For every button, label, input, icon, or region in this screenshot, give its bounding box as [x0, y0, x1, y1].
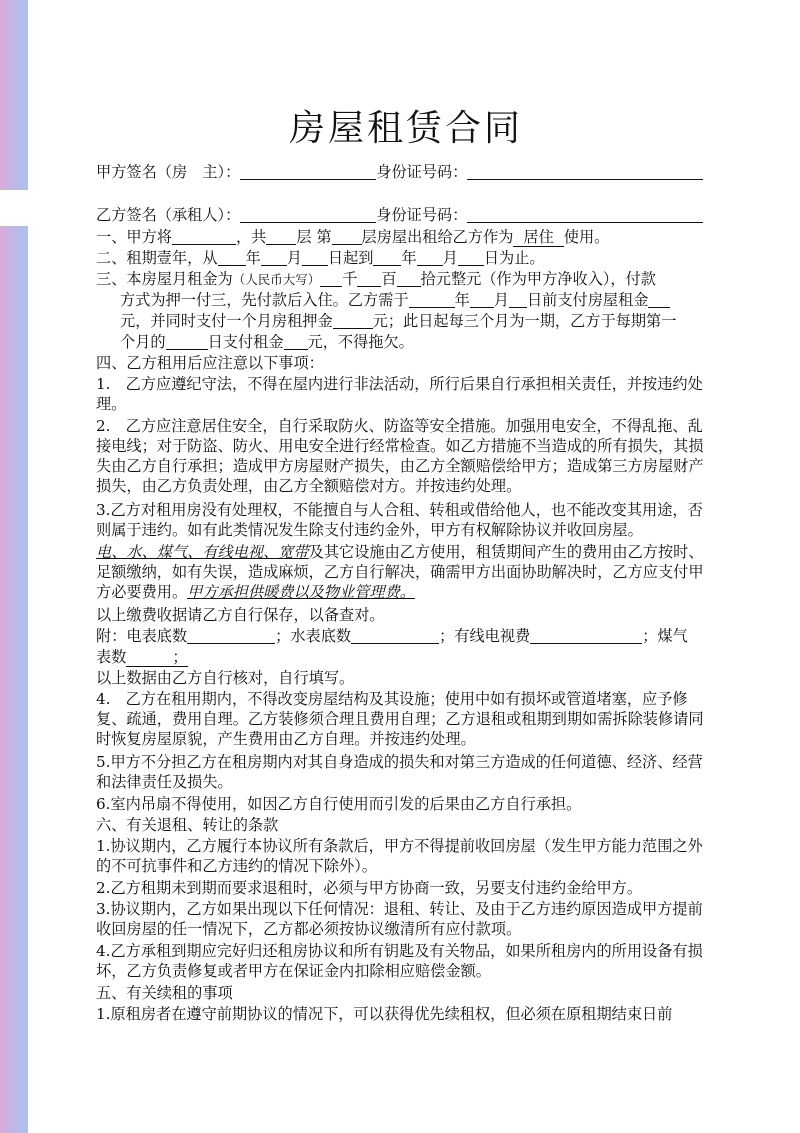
self-check-note: 以上数据由乙方自行核对，自行填写。 [96, 669, 355, 687]
clause-2: 二、租期壹年，从 年 月 日起到 年 月 日为止。 [96, 249, 545, 267]
blank-field[interactable] [187, 627, 275, 644]
blank-field[interactable] [172, 228, 236, 245]
blank-field[interactable] [351, 627, 439, 644]
blank-field[interactable] [240, 206, 376, 223]
document-title: 房屋租赁合同 [288, 108, 523, 149]
utilities-paragraph: 电、水、煤气、有线电视、宽带及其它设施由乙方使用，租赁期间产生的费用由乙方按时、足额缴纳，如有失误，造成麻烦，乙方自行解决，确需甲方出面协助解决时，乙方应支付甲方必要费用。甲方承担供暖费以及物业管理费。 [96, 543, 704, 601]
blank-field[interactable] [397, 270, 421, 287]
blank-field[interactable] [320, 270, 342, 287]
party-a-signature-line: 甲方签名（房 主）： 身份证号码： [96, 162, 716, 182]
blank-field[interactable] [240, 163, 376, 180]
landlord-fees-note: 甲方承担供暖费以及物业管理费。 [187, 583, 415, 601]
clause-1: 一、甲方将 ，共 层 第 层房屋出租给乙方作为 居住 使用。 [96, 228, 610, 246]
clause-3-line-1: 三、本房屋月租金为（人民币大写） 千 百 拾元整元（作为甲方净收入），付款 [96, 270, 656, 288]
section-5-heading: 五、有关续租的事项 [96, 984, 233, 1002]
item-5-1: 1.原租房者在遵守前期协议的情况下，可以获得优先续租权，但必须在原租期结束日前 [96, 1005, 673, 1023]
blank-field[interactable] [409, 291, 455, 308]
party-b-signature-line: 乙方签名（承租人）： 身份证号码： [96, 205, 716, 225]
blank-field[interactable] [126, 648, 172, 667]
blank-field[interactable] [357, 270, 381, 287]
meter-readings-line-2: 表数 ； [96, 648, 188, 666]
section-4-heading: 四、乙方租用后应注意以下事项： [96, 354, 324, 372]
blank-field[interactable] [509, 291, 527, 308]
blank-field[interactable] [417, 249, 443, 266]
use-type: 居住 [513, 228, 563, 247]
blank-field[interactable] [530, 627, 642, 644]
blank-field[interactable] [470, 291, 494, 308]
blank-field[interactable] [218, 249, 246, 266]
utilities-list: 电、水、煤气、有线电视、宽带 [96, 543, 309, 561]
item-6-3: 3.协议期内，乙方如果出现以下任何情况：退租、转让、及由于乙方违约原因造成甲方提前收回房屋的任一情况下，乙方都必须按协议缴清所有应付款项。 [96, 900, 703, 938]
blank-field[interactable] [266, 228, 296, 245]
item-4-3: 3.乙方对租用房没有处理权，不能擅自与人合租、转租或借给他人，也不能改变其用途，否则属于违约。如有此类情况发生除支付违约金外，甲方有权解除协议并收回房屋。 [96, 501, 703, 539]
decorative-side-bar [0, 0, 28, 190]
blank-field[interactable] [373, 249, 401, 266]
item-6-2: 2.乙方租期未到期而要求退租时，必须与甲方协商一致，另要支付违约金给甲方。 [96, 879, 643, 897]
blank-field[interactable] [302, 249, 328, 266]
blank-field[interactable] [648, 291, 670, 308]
item-6-4: 4.乙方承租到期应完好归还租房协议和所有钥匙及有关物品，如果所租房内的所用设备有损坏，乙方负责修复或者甲方在保证金内扣除相应赔偿金额。 [96, 942, 703, 980]
item-4-2: 2. 乙方应注意居住安全，自行采取防火、防盗等安全措施。加强用电安全，不得乱拖、乱接电线；对于防盗、防火、用电安全进行经常检查。如乙方措施不当造成的所有损失，其损失由乙方自行承担；造成甲方房屋财产损失，由乙方全额赔偿给甲方；造成第三方房屋财产损失，由乙方负责处理，由乙方全额赔偿对方。并按违约处理。 [96, 417, 704, 495]
item-4-6: 6.室内吊扇不得使用，如因乙方自行使用而引发的后果由乙方自行承担。 [96, 795, 582, 813]
receipt-note: 以上缴费收据请乙方自行保存，以备查对。 [96, 606, 385, 624]
section-6-heading: 六、有关退租、转让的条款 [96, 816, 279, 834]
blank-field[interactable] [458, 249, 484, 266]
blank-field[interactable] [332, 228, 362, 245]
blank-field[interactable] [166, 333, 208, 350]
blank-field[interactable] [284, 333, 308, 350]
decorative-side-bar [0, 226, 28, 1133]
item-4-5: 5.甲方不分担乙方在租房期内对其自身造成的损失和对第三方造成的任何道德、经济、经营和法律责任及损失。 [96, 753, 703, 791]
clause-3-line-2: 方式为押一付三，先付款后入住。乙方需于 年 月 日前支付房屋租金 [120, 290, 716, 310]
item-4-1: 1. 乙方应遵纪守法，不得在屋内进行非法活动，所行后果自行承担相关责任，并按违约处理。 [96, 375, 703, 413]
item-4-4: 4. 乙方在租用期内，不得改变房屋结构及其设施；使用中如有损坏或管道堵塞，应予修复、疏通，费用自理。乙方装修须合理且费用自理；乙方退租或租期到期如需拆除装修请同时恢复房屋原貌，产生费用由乙方自理。并按违约处理。 [96, 690, 704, 748]
clause-3-line-3: 元，并同时支付一个月房租押金 元；此日起每三个月为一期，乙方于每期第一 [120, 312, 677, 330]
blank-field[interactable] [467, 163, 703, 180]
blank-field[interactable] [333, 312, 373, 329]
blank-field[interactable] [261, 249, 287, 266]
item-6-1: 1.协议期内，乙方履行本协议所有条款后，甲方不得提前收回房屋（发生甲方能力范围之外的不可抗事件和乙方违约的情况下除外）。 [96, 837, 703, 875]
blank-field[interactable] [467, 206, 703, 223]
meter-readings-line-1: 附：电表底数 ；水表底数 ；有线电视费 ；煤气 [96, 627, 688, 645]
clause-3-line-4: 个月的 日支付租金 元，不得拖欠。 [120, 333, 414, 351]
